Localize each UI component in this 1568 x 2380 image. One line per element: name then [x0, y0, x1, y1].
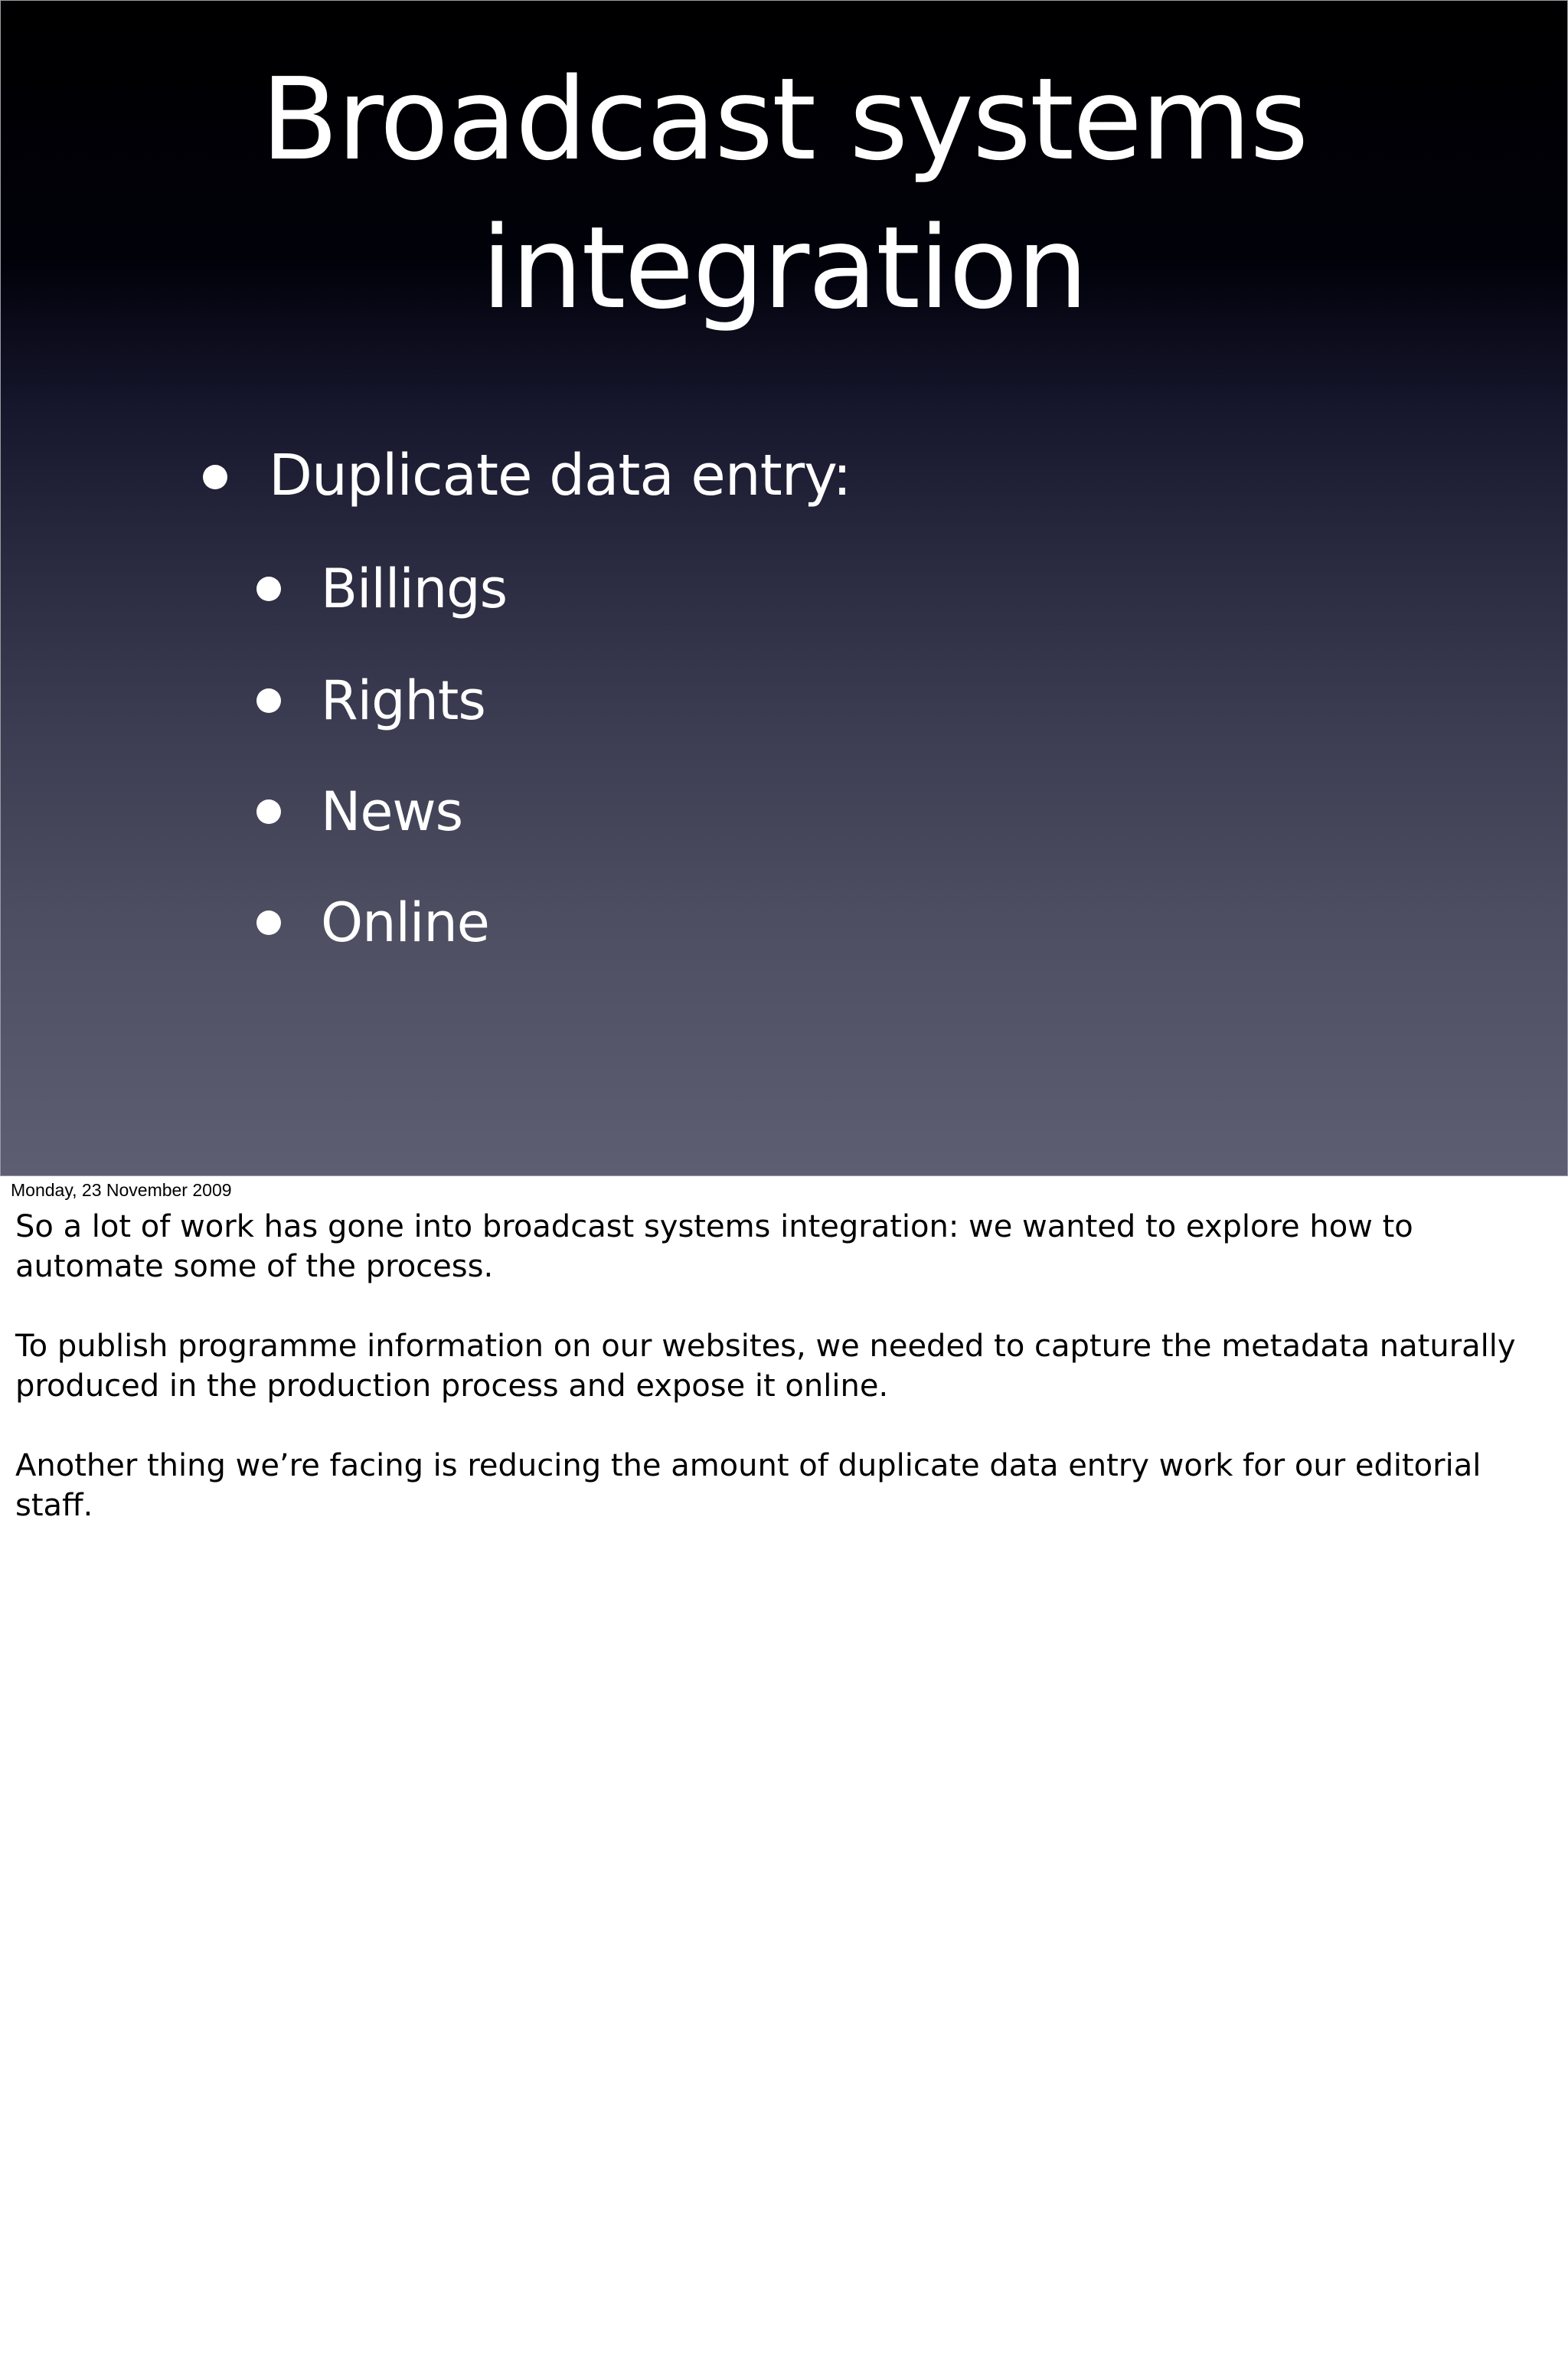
- bullet-icon: [203, 465, 227, 489]
- bullet-text: Duplicate data entry:: [269, 443, 851, 508]
- sub-bullet-text: News: [321, 780, 463, 843]
- sub-bullet-text: Rights: [321, 669, 485, 732]
- sub-bullet-text: Online: [321, 891, 489, 954]
- bullet-list: [1, 1, 1567, 1175]
- notes-paragraph: So a lot of work has gone into broadcast systems integration: we wanted to explore how to automate some of the process.: [15, 1209, 1413, 1284]
- speaker-notes: [15, 1207, 1547, 1565]
- notes-paragraph: Another thing we’re facing is reducing the amount of duplicate data entry work for our editorial staff.: [15, 1448, 1481, 1523]
- bullet-icon: [256, 688, 281, 713]
- notes-paragraph: To publish programme information on our websites, we needed to capture the metadata naturally produced in the production process and expose it online.: [15, 1329, 1516, 1404]
- date-label: Monday, 23 November 2009: [11, 1180, 232, 1200]
- slide-title-line-1: Broadcast systems: [260, 54, 1308, 185]
- bullet-icon: [256, 910, 281, 935]
- sub-bullet-text: Billings: [321, 557, 508, 620]
- bullet-icon: [256, 577, 281, 601]
- slide-title-line-2: integration: [481, 202, 1087, 334]
- bullet-icon: [256, 799, 281, 824]
- slide: [0, 0, 1568, 1176]
